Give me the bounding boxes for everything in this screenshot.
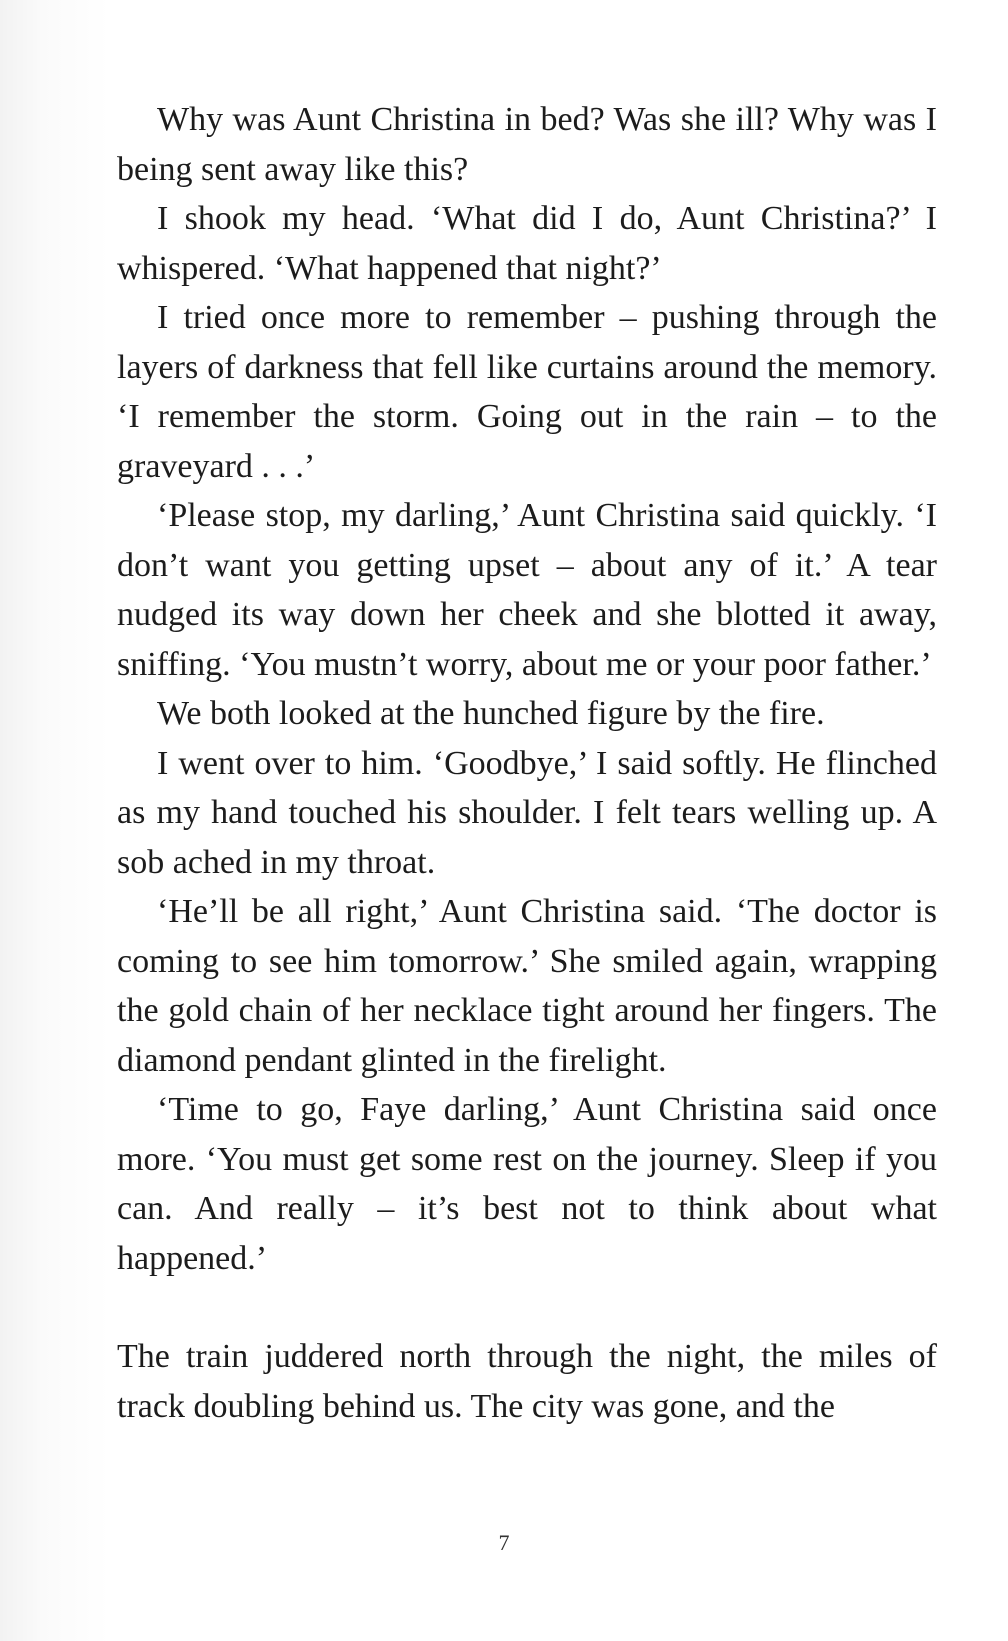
paragraph: ‘Please stop, my darling,’ Aunt Christina said quickly. ‘I don’t want you getting upset – about any of it.’ A tear nudged its way down her cheek and she blotted it away, sniffing. ‘You mustn’t worry, about me or your poor father.’ [117,497,937,683]
paragraph: I shook my head. ‘What did I do, Aunt Christina?’ I whispered. ‘What happened that night?’ [117,200,937,287]
section-paragraph: The train juddered north through the night, the miles of track doubling behind us. The city was gone, and the [117,1338,937,1425]
paragraph: Why was Aunt Christina in bed? Was she ill? Why was I being sent away like this? [117,101,937,188]
paragraph: I went over to him. ‘Goodbye,’ I said softly. He flinched as my hand touched his shoulder. I felt tears welling up. A sob ached in my throat. [117,744,937,881]
paragraph: ‘He’ll be all right,’ Aunt Christina said. ‘The doctor is coming to see him tomorrow.’ She smiled again, wrapping the gold chain of her necklace tight around her fingers. The diamond pendant glinted in the firelight. [117,893,937,1079]
body-text [117,95,937,1431]
page-number: 7 [498,1530,510,1555]
paragraph: We both looked at the hunched figure by the fire. [157,695,825,732]
paragraph: I tried once more to remember – pushing through the layers of darkness that fell like curtains around the memory. ‘I remember the storm. Going out in the rain – to the graveyard . . .’ [117,299,937,485]
paragraph: ‘Time to go, Faye darling,’ Aunt Christina said once more. ‘You must get some rest on the journey. Sleep if you can. And really – it’s best not to think about what happened.’ [117,1091,937,1277]
